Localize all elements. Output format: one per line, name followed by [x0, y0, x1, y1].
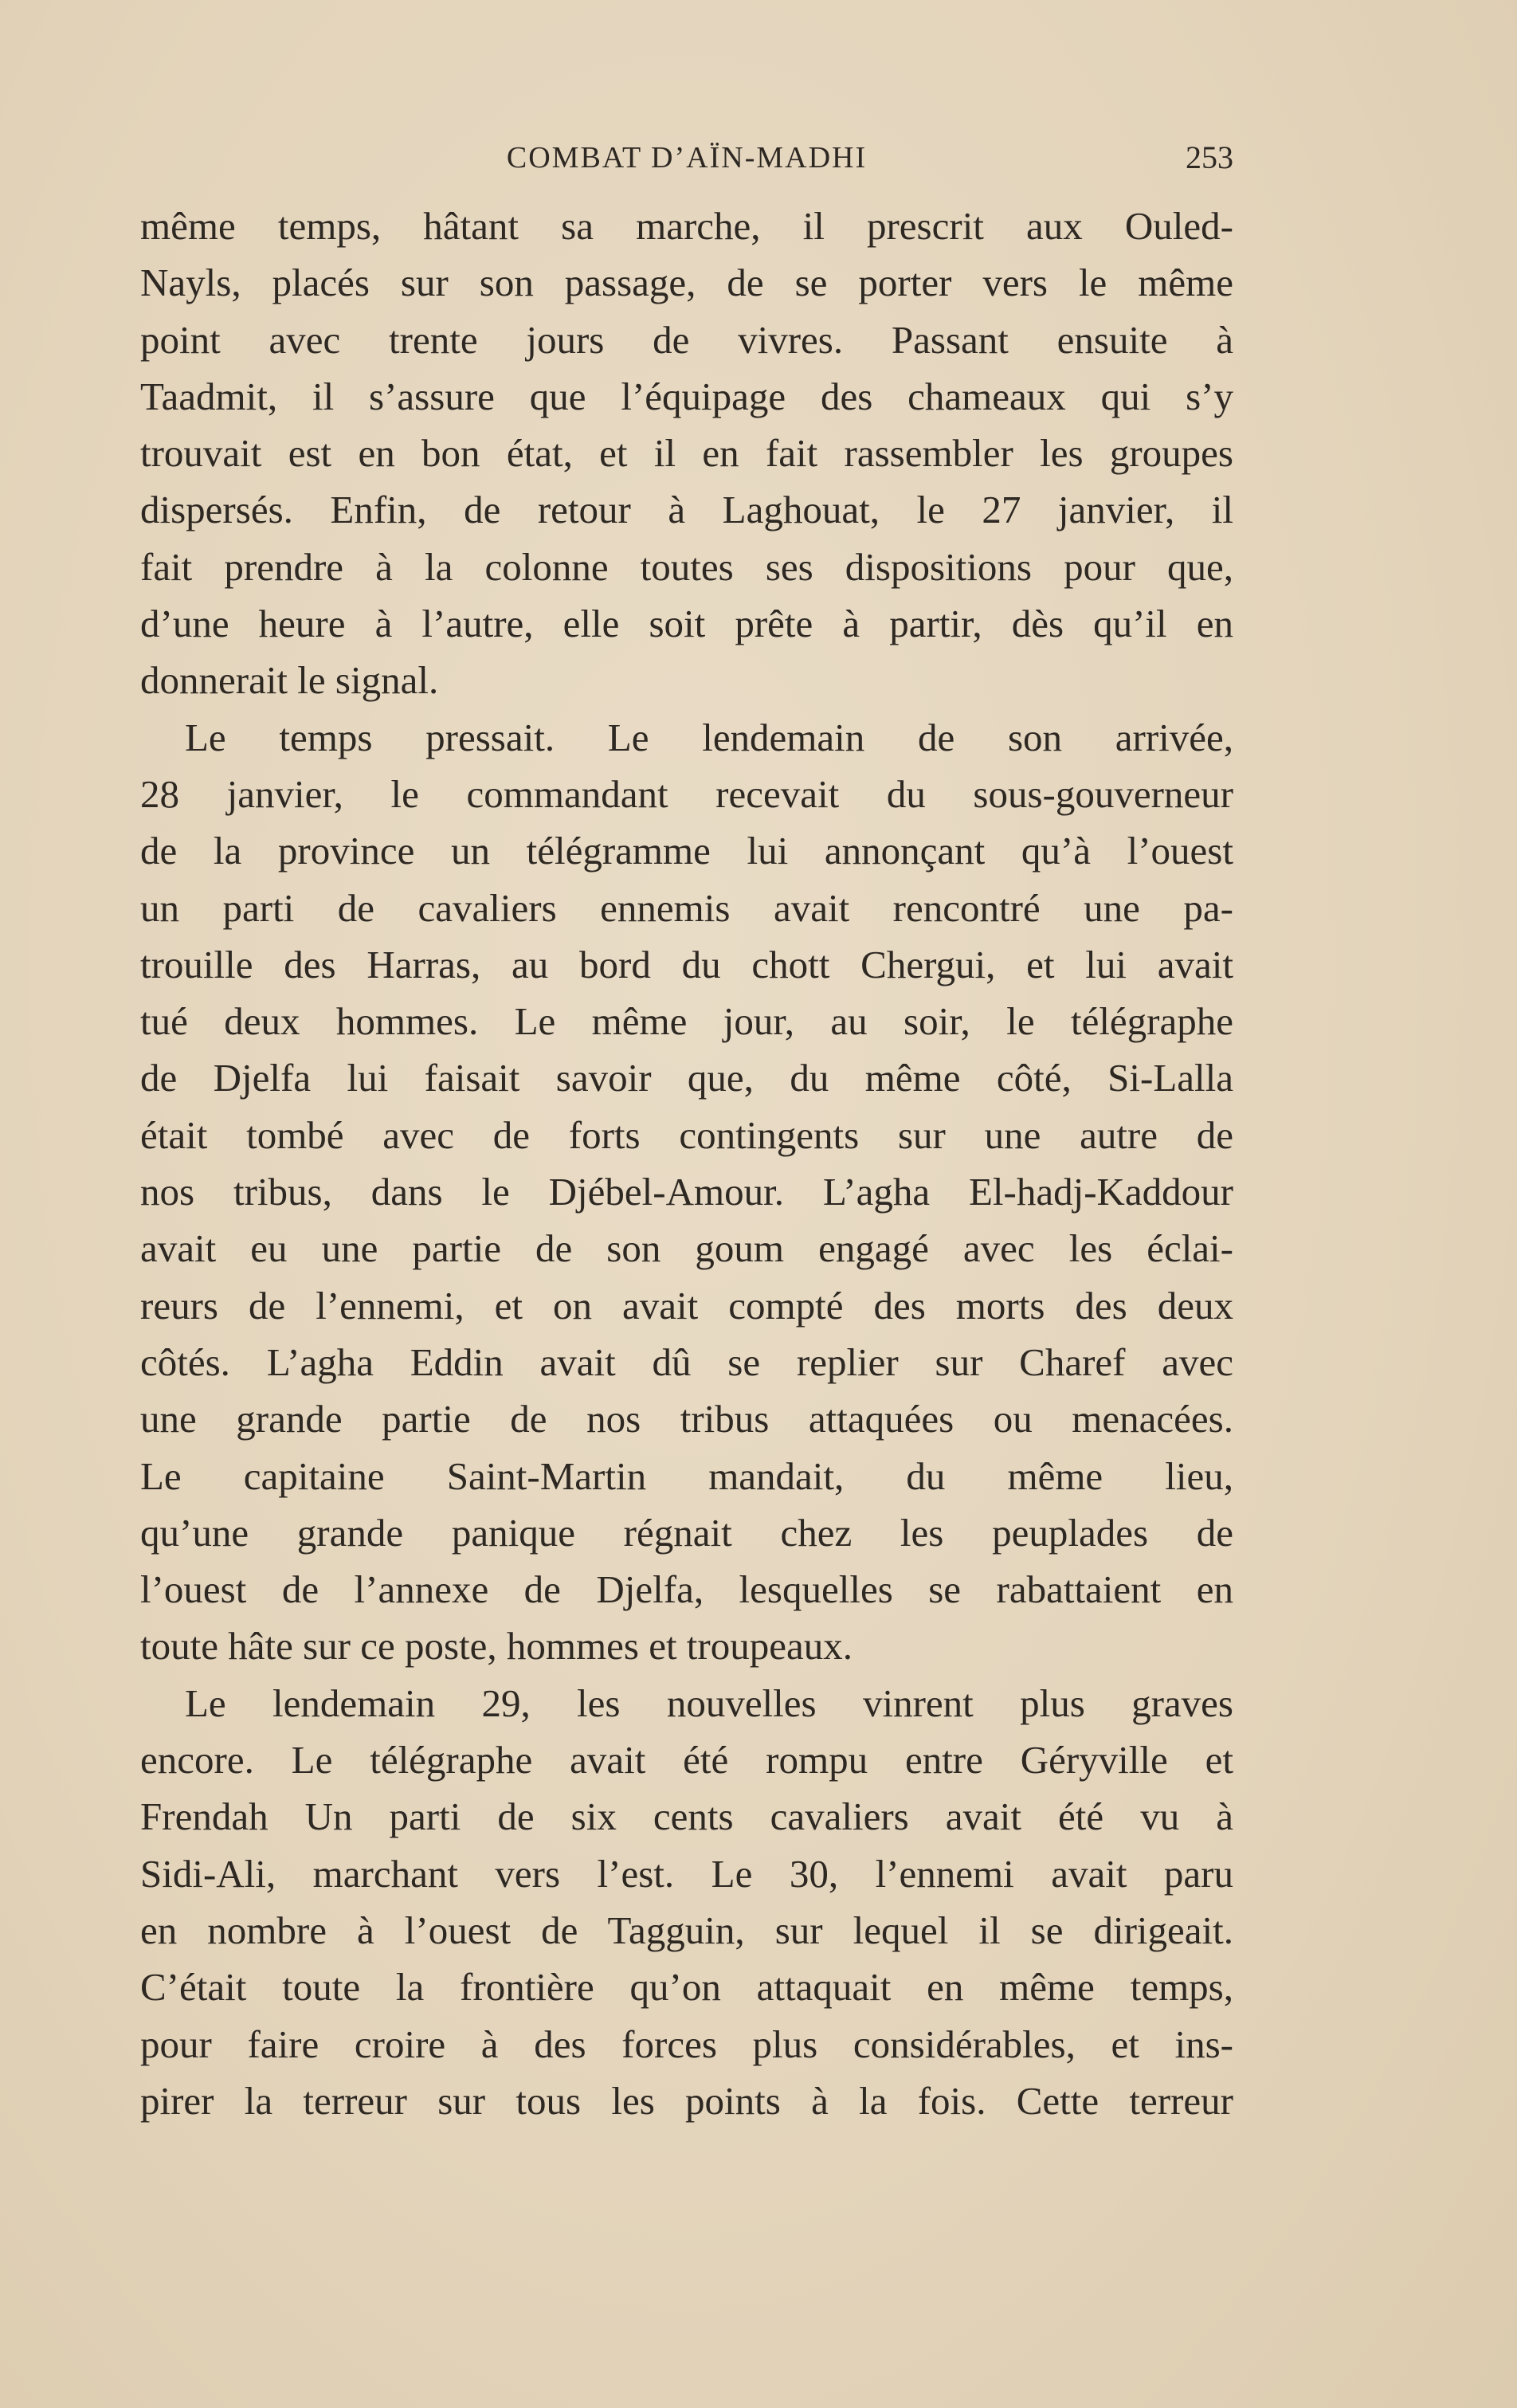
text-line: pour faire croire à des forces plus considérables, et ins-	[140, 2022, 1233, 2066]
text-line: une grande partie de nos tribus attaquées ou menacées.	[140, 1397, 1233, 1441]
text-line: était tombé avec de forts contingents sur une autre de	[140, 1112, 1233, 1157]
text-line: trouille des Harras, au bord du chott Chergui, et lui avait	[140, 942, 1233, 986]
text-line: Le lendemain 29, les nouvelles vinrent plus graves	[185, 1681, 1233, 1725]
running-title: COMBAT D’AÏN-MADHI	[506, 141, 868, 175]
text-line: Frendah Un parti de six cents cavaliers avait été vu à	[140, 1794, 1233, 1839]
text-line: qu’une grande panique régnait chez les peuplades de	[140, 1510, 1233, 1555]
text-line: trouvait est en bon état, et il en fait rassembler les groupes	[140, 431, 1233, 476]
text-line: dispersés. Enfin, de retour à Laghouat, le 27 janvier, il	[140, 488, 1233, 532]
running-head	[140, 134, 1233, 182]
text-line: donnerait le signal.	[140, 658, 439, 703]
text-line: fait prendre à la colonne toutes ses dispositions pour que,	[140, 544, 1233, 589]
text-line: de Djelfa lui faisait savoir que, du même côté, Si-Lalla	[140, 1056, 1233, 1100]
text-line: Le temps pressait. Le lendemain de son arrivée,	[185, 715, 1233, 759]
text-line: de la province un télégramme lui annonçant qu’à l’ouest	[140, 829, 1233, 873]
text-line: point avec trente jours de vivres. Passant ensuite à	[140, 317, 1233, 362]
text-line: reurs de l’ennemi, et on avait compté des morts des deux	[140, 1283, 1233, 1328]
text-line: Le capitaine Saint-Martin mandait, du même lieu,	[140, 1453, 1233, 1498]
text-line: d’une heure à l’autre, elle soit prête à partir, dès qu’il en	[140, 602, 1233, 646]
text-line: un parti de cavaliers ennemis avait rencontré une pa-	[140, 885, 1233, 930]
text-line: en nombre à l’ouest de Tagguin, sur lequel il se dirigeait.	[140, 1908, 1233, 1952]
text-line: avait eu une partie de son goum engagé avec les éclai-	[140, 1226, 1233, 1271]
text-line: Taadmit, il s’assure que l’équipage des chameaux qui s’y	[140, 374, 1233, 418]
text-line: tué deux hommes. Le même jour, au soir, le télégraphe	[140, 999, 1233, 1044]
text-line: nos tribus, dans le Djébel-Amour. L’agha El-hadj-Kaddour	[140, 1170, 1233, 1214]
text-line: encore. Le télégraphe avait été rompu entre Géryville et	[140, 1738, 1233, 1782]
text-line: l’ouest de l’annexe de Djelfa, lesquelles se rabattaient en	[140, 1567, 1233, 1612]
text-line: côtés. L’agha Eddin avait dû se replier sur Charef avec	[140, 1339, 1233, 1384]
text-line: 28 janvier, le commandant recevait du sous-gouverneur	[140, 771, 1233, 816]
text-line: même temps, hâtant sa marche, il prescrit aux Ouled-	[140, 204, 1233, 248]
page-number: 253	[1186, 139, 1233, 175]
text-line: C’était toute la frontière qu’on attaquait en même temps,	[140, 1965, 1233, 2010]
body-text	[140, 198, 1233, 2129]
text-line: Nayls, placés sur son passage, de se porter vers le même	[140, 261, 1233, 305]
text-line: pirer la terreur sur tous les points à la fois. Cette terreur	[140, 2078, 1233, 2123]
text-line: toute hâte sur ce poste, hommes et troupeaux.	[140, 1624, 853, 1669]
text-line: Sidi-Ali, marchant vers l’est. Le 30, l’ennemi avait paru	[140, 1851, 1233, 1896]
